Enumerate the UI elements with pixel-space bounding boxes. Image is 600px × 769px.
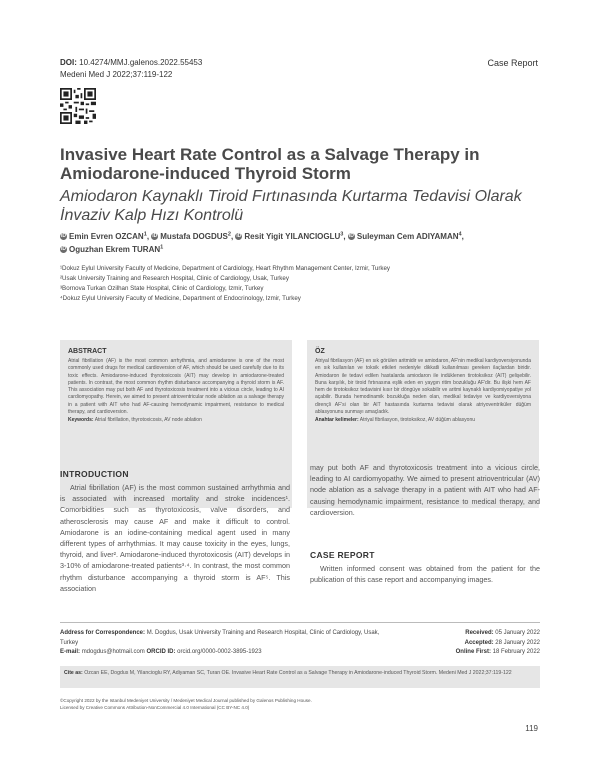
orcid-icon[interactable]: iD — [236, 233, 242, 240]
author-2: iD Mustafa DOGDUS$^2$, — [152, 231, 236, 241]
citation-box: Cite as: Ozcan EE, Dogdus M, Yilancioglu RY, Adiyaman SC, Turan OE. Invasive Heart Rate Control as a Salvage Therapy in Amiodarone-induced Thyroid Storm. Medeni Med J 2022;37:119-122 — [60, 666, 540, 688]
affiliation-4: ⁴Dokuz Eylul University Faculty of Medicine, Department of Endocrinology, Izmir, Turkey — [60, 295, 301, 302]
orcid-link[interactable]: orcid.org/0000-0002-3895-1923 — [177, 649, 262, 655]
qr-code-icon — [60, 88, 96, 124]
introduction-continuation: may put both AF and thyrotoxicosis treatment into a vicious circle, leading to AI cardiomyopathy. We aimed to present atrioventricular (AV) node ablation as a salvage therapy in a patient with AIT who had AF-causing hemodynamic impairment, resistance to medical therapy, and cardioversion. — [310, 463, 540, 517]
oz-heading: ÖZ — [315, 348, 325, 355]
author-name: Mustafa DOGDUS — [160, 232, 228, 241]
abstract-heading: ABSTRACT — [68, 348, 107, 355]
article-subtitle-turkish: Amiodaron Kaynaklı Tiroid Fırtınasında Kurtarma Tedavisi Olarak İnvaziv Kalp Hızı Kontrolü — [60, 188, 522, 224]
abstract-keywords: Keywords: Atrial fibrillation, thyrotoxicosis, AV node ablation — [68, 417, 202, 424]
page-number: 119 — [525, 724, 538, 733]
author-1: iD Emin Evren OZCAN$^1$, — [61, 231, 152, 241]
author-name: Oguzhan Ekrem TURAN — [69, 245, 161, 254]
oz-keywords: Anahtar kelimeler: Atriyal fibrilasyon, tirotoksikoz, AV düğüm ablasyonu — [315, 417, 476, 424]
affiliations — [60, 264, 540, 304]
article-dates: Received: 05 January 2022 Accepted: 28 January 2022 Online First: 18 February 2022 — [455, 630, 540, 655]
author-3: iD Resit Yigit YILANCIOGLU$^3$, — [236, 231, 348, 241]
affiliation-3: ³Bornova Turkan Ozilhan State Hospital, Clinic of Cardiology, Izmir, Turkey — [60, 285, 264, 292]
affiliation-1: ¹Dokuz Eylul University Faculty of Medicine, Department of Cardiology, Heart Rhythm Management Center, Izmir, Turkey — [60, 265, 391, 272]
author-name: Suleyman Cem ADIYAMAN — [356, 232, 459, 241]
author-list — [60, 230, 540, 256]
affiliation-2: ²Usak University Training and Research Hospital, Clinic of Cardiology, Usak, Turkey — [60, 275, 289, 282]
orcid-icon[interactable]: iD — [61, 233, 66, 240]
author-4: iD Suleyman Cem ADIYAMAN$^4$, — [348, 231, 464, 241]
orcid-icon[interactable]: iD — [61, 246, 66, 253]
journal-reference: Medeni Med J 2022;37:119-122 — [60, 70, 173, 79]
introduction-paragraph: Atrial fibrillation (AF) is the most common sustained arrhythmia and is associated with increased mortality and stroke incidences¹. Comorbidities such as thyrotoxicosis, valve disorders, and atherosclerosis may cause AF and make it difficult to control. Amiodarone is an iodine-containing medical agent used in many different types of arrhythmias. It may cause toxicity in the eyes, lungs, thyroid, and liver². Amiodarone-induced thyrotoxicosis (AIT) develops in 3-10% of amiodarone-treated patients³·⁴. In contrast, the most common rhythm disturbance accompanying a thyroid storm is AF⁵. This association — [60, 483, 290, 593]
abstract-text: Atrial fibrillation (AF) is the most common arrhythmia, and amiodarone is one of the most commonly used drugs for medical cardioversion of AF, which should be used carefully due to its toxic effects. Amiodarone-induced thyrotoxicosis (AIT) may develop in amiodarone-treated patients. In contrast, the most common rhythm disturbance accompanying a thyroid storm is AF. This association may put both AF and thyrotoxicosis treatment into a vicious circle, leading to AI cardiomyopathy. Herein, we aimed to present atrioventricular node ablation as a salvage therapy in a patient with AIT who had AF-causing hemodynamic impairment, resistance to medical therapy, and cardioversion. — [68, 358, 284, 416]
email-link[interactable]: mdogdus@hotmail.com — [81, 649, 145, 655]
author-5: iD Oguzhan Ekrem TURAN$^1$ — [61, 244, 164, 254]
doi-line — [60, 58, 202, 67]
article-type: Case Report — [487, 58, 538, 68]
doi-value[interactable]: 10.4274/MMJ.galenos.2022.55453 — [79, 58, 203, 67]
footer-divider — [60, 622, 540, 623]
orcid-icon[interactable]: iD — [348, 233, 354, 240]
doi-label: DOI: — [60, 58, 77, 67]
copyright-notice: ©Copyright 2022 by the Istanbul Medeniyet University / Medeniyet Medical Journal published by Galenos Publishing House. Licensed by Creative Commons Attribution-NonCommercial 4.0 International (CC BY-NC 4.0) — [60, 698, 312, 710]
orcid-icon[interactable]: iD — [152, 233, 158, 240]
correspondence-block: Address for Correspondence: M. Dogdus, Usak University Training and Research Hospital, Clinic of Cardiology, Usak, Turkey E-mail: mdogdus@hotmail.com ORCID ID: orcid.org/0000-0002-3895-1923 — [60, 630, 380, 655]
author-name: Resit Yigit YILANCIOGLU — [244, 232, 341, 241]
oz-text: Atriyal fibrilasyon (AF) en sık görülen aritmidir ve amiodaron, AF'nin medikal kardiyoversiyonunda en sık kullanılan ve toksik etkileri nedeniyle dikkatli kullanılması gereken ilaçlardan biridir. Amiodaron ile tedavi edilen hastalarda amiodaron ile indüklenen tirotoksikoz (AIT) gelişebilir. Buna karşılık, bir tiroid fırtınasına eşlik eden en yaygın ritim bozukluğu AF'dir. Bu ilişki hem AF hem de tirotoksikoz tedavisini kısır bir döngüye sokabilir ve aritmi kaynaklı kardiyomiyopatiye yol açabilir. Burada hemodinamik bozukluğa neden olan, medikal tedaviye ve kardiyoversiyona dirençli AF'si olan bir AIT hastasında kurtarma tedavisi olarak atriyoventriküler düğüm ablasyonunu sunmayı amaçladık. — [315, 358, 531, 416]
case-report-heading: CASE REPORT — [310, 550, 375, 560]
introduction-heading: INTRODUCTION — [60, 469, 129, 479]
case-report-text: Written informed consent was obtained from the patient for the publication of this case report and accompanying images. — [310, 564, 540, 585]
author-name: Emin Evren OZCAN — [69, 232, 144, 241]
article-title: Invasive Heart Rate Control as a Salvage Therapy in Amiodarone-induced Thyroid Storm — [60, 145, 480, 183]
